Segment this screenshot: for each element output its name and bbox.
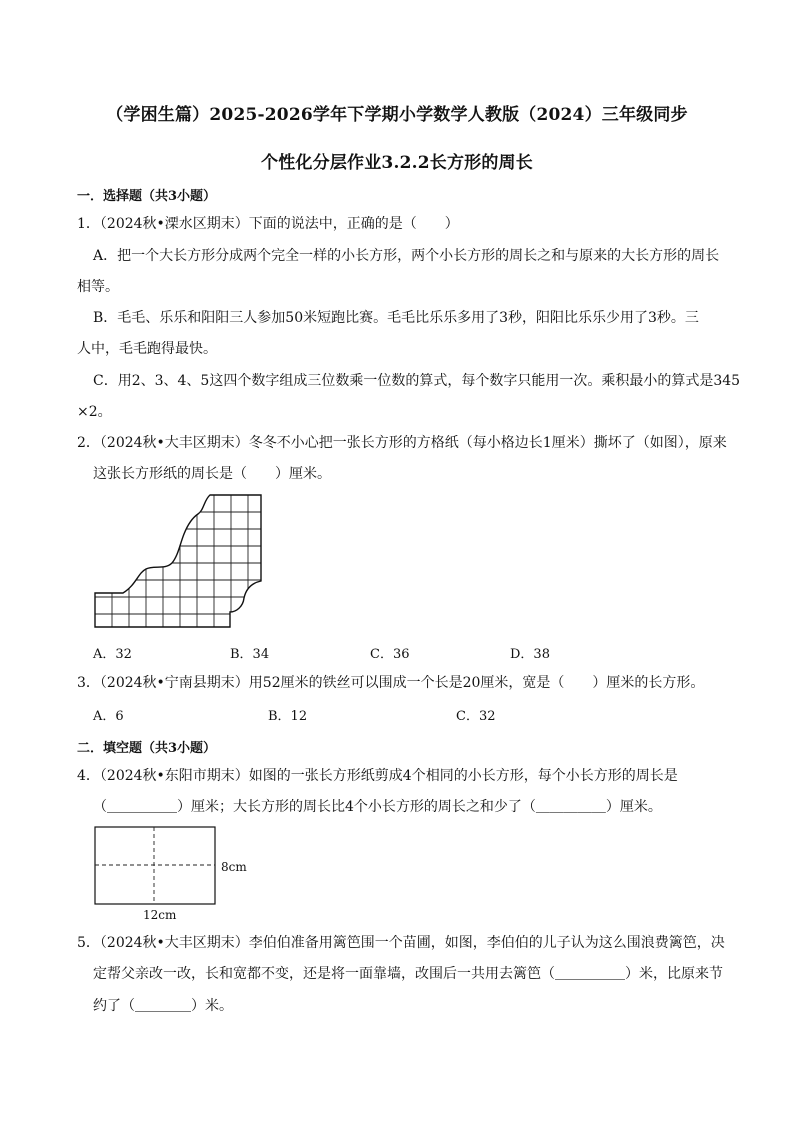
q2-option-c[interactable]: C．36 — [370, 647, 410, 662]
q1-stem: 1．（2024秋•溧水区期末）下面的说法中，正确的是（ ） — [77, 216, 459, 232]
q1-option-a-line2: 相等。 — [77, 279, 119, 295]
q4-stem-line1: 4．（2024秋•东阳市期末）如图的一张长方形纸剪成4个相同的小长方形，每个小长方形的周长是 — [77, 768, 678, 784]
section-heading-choice: 一．选择题（共3小题） — [77, 189, 217, 204]
page-title-line-2: 个性化分层作业3.2.2长方形的周长 — [261, 153, 533, 173]
q2-option-d[interactable]: D．38 — [510, 647, 550, 662]
q4-stem-line2: （＿＿＿＿＿）厘米；大长方形的周长比4个小长方形的周长之和少了（＿＿＿＿＿）厘米。 — [93, 799, 662, 815]
q1-option-b-line2: 人中，毛毛跑得最快。 — [77, 341, 217, 357]
q3-option-b[interactable]: B．12 — [268, 709, 308, 724]
q1-option-c-line1: C．用2、3、4、5这四个数字组成三位数乘一位数的算式，每个数字只能用一次。乘积最小的算式是345 — [93, 373, 741, 389]
q2-stem-line1: 2．（2024秋•大丰区期末）冬冬不小心把一张长方形的方格纸（每小格边长1厘米）撕坏了（如图），原来 — [77, 435, 727, 451]
q5-stem-line2: 定帮父亲改一改，长和宽都不变，还是将一面靠墙，改围后一共用去篱笆（＿＿＿＿＿）米，比原来节 — [93, 966, 723, 982]
q4-width-label: 12cm — [143, 908, 177, 922]
q1-option-a-line1: A．把一个大长方形分成两个完全一样的小长方形，两个小长方形的周长之和与原来的大长方形的周长 — [93, 248, 720, 264]
q2-stem-line2: 这张长方形纸的周长是（ ）厘米。 — [93, 466, 331, 482]
q2-option-b[interactable]: B．34 — [230, 647, 270, 662]
q5-stem-line1: 5．（2024秋•大丰区期末）李伯伯准备用篱笆围一个苗圃，如图，李伯伯的儿子认为这么围浪费篱笆，决 — [77, 935, 725, 951]
q5-stem-line3: 约了（＿＿＿＿）米。 — [93, 998, 233, 1014]
q1-option-b-line1: B．毛毛、乐乐和阳阳三人参加50米短跑比赛。毛毛比乐乐多用了3秒，阳阳比乐乐少用了3秒。三 — [93, 310, 699, 326]
section-heading-fill-blank: 二．填空题（共3小题） — [77, 741, 217, 756]
rectangle-cut-figure — [92, 825, 218, 907]
q2-option-a[interactable]: A．32 — [93, 647, 132, 662]
torn-grid-paper-figure — [90, 490, 272, 632]
q3-stem: 3．（2024秋•宁南县期末）用52厘米的铁丝可以围成一个长是20厘米，宽是（ ）厘米的长方形。 — [77, 675, 705, 691]
q3-option-a[interactable]: A．6 — [93, 709, 124, 724]
q3-option-c[interactable]: C．32 — [456, 709, 496, 724]
q4-height-label: 8cm — [221, 860, 247, 874]
page-title-line-1: （学困生篇）2025-2026学年下学期小学数学人教版（2024）三年级同步 — [106, 105, 688, 125]
q1-option-c-line2: ×2。 — [77, 404, 112, 420]
